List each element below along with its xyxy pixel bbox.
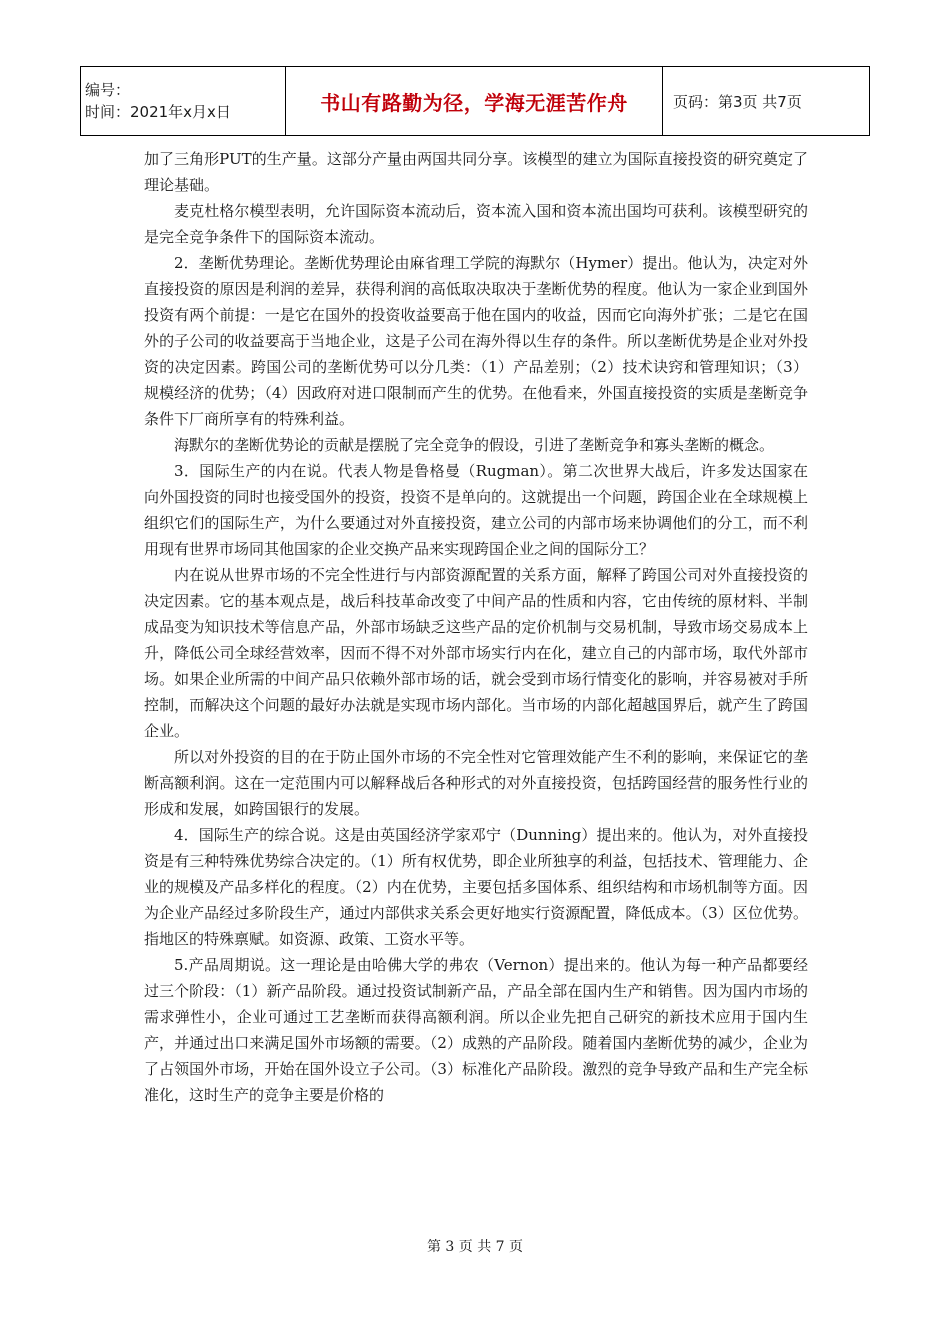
document-header <box>80 66 870 136</box>
body-paragraph: 麦克杜格尔模型表明，允许国际资本流动后，资本流入国和资本流出国均可获利。该模型研究的是完全竞争条件下的国际资本流动。 <box>144 202 808 246</box>
body-paragraph: 4．国际生产的综合说。这是由英国经济学家邓宁（Dunning）提出来的。他认为，对外直接投资是有三种特殊优势综合决定的。（1）所有权优势，即企业所独享的利益，包括技术、管理能力、企业的规模及产品多样化的程度。（2）内在优势，主要包括多国体系、组织结构和市场机制等方面。因为企业产品经过多阶段生产，通过内部供求关系会更好地实行资源配置，降低成本。（3）区位优势。指地区的特殊禀赋。如资源、政策、工资水平等。 <box>144 826 808 948</box>
body-paragraph: 3．国际生产的内在说。代表人物是鲁格曼（Rugman）。第二次世界大战后，许多发达国家在向外国投资的同时也接受国外的投资，投资不是单向的。这就提出一个问题，跨国企业在全球规模上组织它们的国际生产，为什么要通过对外直接投资，建立公司的内部市场来协调他们的分工，而不利用现有世界市场同其他国家的企业交换产品来实现跨国企业之间的国际分工？ <box>144 462 808 558</box>
body-paragraph: 内在说从世界市场的不完全性进行与内部资源配置的关系方面，解释了跨国公司对外直接投资的决定因素。它的基本观点是，战后科技革命改变了中间产品的性质和内容，它由传统的原材料、半制成品变为知识技术等信息产品，外部市场缺乏这些产品的定价机制与交易机制，导致市场交易成本上升，降低公司全球经营效率，因而不得不对外部市场实行内在化，建立自己的内部市场，取代外部市场。如果企业所需的中间产品只依赖外部市场的话，就会受到市场行情变化的影响，并容易被对手所控制，而解决这个问题的最好办法就是实现市场内部化。当市场的内部化超越国界后，就产生了跨国企业。 <box>144 566 808 740</box>
document-body <box>144 146 808 1108</box>
page-footer: 第 3 页 共 7 页 <box>426 1239 524 1255</box>
header-motto: 书山有路勤为径，学海无涯苦作舟 <box>286 67 663 136</box>
document-date: 时间：2021年x月x日 <box>85 103 231 121</box>
body-paragraph: 2．垄断优势理论。垄断优势理论由麻省理工学院的海默尔（Hymer）提出。他认为，决定对外直接投资的原因是利润的差异，获得利润的高低取决取决于垄断优势的程度。他认为一家企业到国外投资有两个前提：一是它在国外的投资收益要高于他在国内的收益，因而它向海外扩张；二是它在国外的子公司的收益要高于当地企业，这是子公司在海外得以生存的条件。所以垄断优势是企业对外投资的决定因素。跨国公司的垄断优势可以分几类：（1）产品差别；（2）技术诀窍和管理知识；（3）规模经济的优势；（4）因政府对进口限制而产生的优势。在他看来，外国直接投资的实质是垄断竞争条件下厂商所享有的特殊利益。 <box>144 254 808 428</box>
body-paragraph: 加了三角形PUT的生产量。这部分产量由两国共同分享。该模型的建立为国际直接投资的研究奠定了理论基础。 <box>144 150 808 194</box>
body-paragraph: 海默尔的垄断优势论的贡献是摆脱了完全竞争的假设，引进了垄断竞争和寡头垄断的概念。 <box>174 436 775 454</box>
header-meta-cell <box>81 67 286 136</box>
body-paragraph: 5.产品周期说。这一理论是由哈佛大学的弗农（Vernon）提出来的。他认为每一种产品都要经过三个阶段：（1）新产品阶段。通过投资试制新产品，产品全部在国内生产和销售。因为国内市场的需求弹性小，企业可通过工艺垄断而获得高额利润。所以企业先把自己研究的新技术应用于国内生产，并通过出口来满足国外市场额的需要。（2）成熟的产品阶段。随着国内垄断优势的减少，企业为了占领国外市场，开始在国外设立子公司。（3）标准化产品阶段。激烈的竞争导致产品和生产完全标准化，这时生产的竞争主要是价格的 <box>144 956 808 1104</box>
header-page-info: 页码：第3页 共7页 <box>663 67 870 136</box>
body-paragraph: 所以对外投资的目的在于防止国外市场的不完全性对它管理效能产生不利的影响，来保证它的垄断高额利润。这在一定范围内可以解释战后各种形式的对外直接投资，包括跨国经营的服务性行业的形成和发展，如跨国银行的发展。 <box>144 748 808 818</box>
document-code-label: 编号： <box>85 81 131 99</box>
